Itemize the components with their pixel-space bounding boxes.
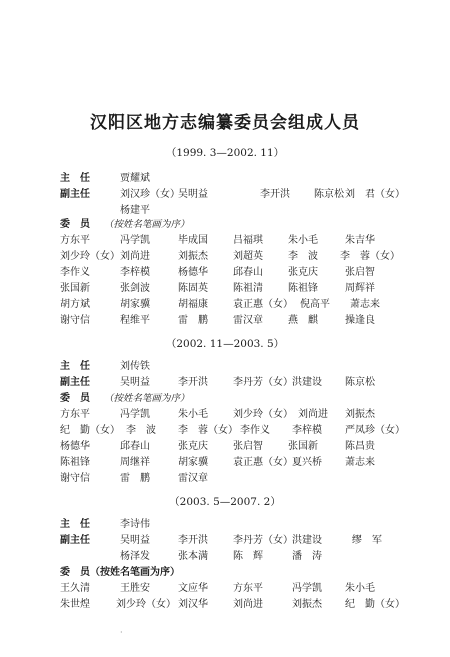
member-name: 毕成国	[178, 235, 208, 246]
member-name: 李作义	[60, 267, 90, 278]
role-label: 委 员	[60, 219, 90, 230]
member-name: 方东平	[60, 409, 90, 420]
member-name: 雷 鹏	[178, 315, 208, 326]
member-name: 李丹芳（女）	[233, 535, 293, 546]
member-name: 萧志来	[345, 457, 375, 468]
period-heading: （2002. 11—2003. 5）	[165, 338, 285, 350]
member-name: 袁正惠（女）	[233, 299, 293, 310]
member-name: 洪建设	[292, 377, 322, 388]
member-name: 李梓模	[292, 425, 322, 436]
member-name: 刘少玲（女）	[60, 251, 120, 262]
member-name: 周辉祥	[345, 283, 375, 294]
member-name: 刘少玲（女）	[116, 599, 176, 610]
member-name: 李 蓉（女）	[178, 425, 238, 436]
order-note: （按姓名笔画为序）	[104, 219, 190, 230]
member-name: 张国新	[288, 441, 318, 452]
member-name: 陈祖锋	[288, 283, 318, 294]
member-name: 王胜安	[120, 583, 150, 594]
member-name: 胡家骥	[120, 299, 150, 310]
role-label: 主 任	[60, 173, 90, 184]
member-name: 李 蓉（女）	[340, 251, 400, 262]
member-name: 吴明益	[120, 535, 150, 546]
member-name: 张克庆	[288, 267, 318, 278]
member-name: 冯学凯	[120, 235, 150, 246]
member-name: 刘少玲（女）	[233, 409, 293, 420]
member-name: 李开洪	[260, 189, 290, 200]
role-label: 主 任	[60, 519, 90, 530]
member-name: 纪 勤（女）	[60, 425, 120, 436]
member-name: 朱小毛	[345, 583, 375, 594]
member-name: 李诗伟	[120, 519, 150, 530]
member-name: 倪高平	[300, 299, 330, 310]
member-name: 张剑波	[120, 283, 150, 294]
page-title: 汉阳区地方志编纂委员会组成人员	[90, 113, 360, 133]
member-name: 袁正惠（女）	[233, 457, 293, 468]
member-name: 谢守信	[60, 315, 90, 326]
member-name: 李作义	[240, 425, 270, 436]
member-name: 纪 勤（女）	[345, 599, 405, 610]
member-name: 杨泽发	[120, 551, 150, 562]
member-name: 陈 辉	[233, 551, 263, 562]
member-name: 萧志来	[350, 299, 380, 310]
member-name: 邱春山	[120, 441, 150, 452]
member-name: 程维平	[120, 315, 150, 326]
member-name: 李 波	[126, 425, 156, 436]
member-name: 张启智	[233, 441, 263, 452]
member-name: 李梓模	[120, 267, 150, 278]
member-name: 刘尚进	[233, 599, 263, 610]
member-name: 吕福琪	[233, 235, 263, 246]
member-name: 朱小毛	[178, 409, 208, 420]
member-name: 陈昌贵	[345, 441, 375, 452]
member-name: 雷 鹏	[120, 473, 150, 484]
member-name: 夏兴桥	[292, 457, 322, 468]
member-name: 朱小毛	[288, 235, 318, 246]
member-name: 张国新	[60, 283, 90, 294]
member-name: 冯学凯	[120, 409, 150, 420]
member-name: 杨德华	[178, 267, 208, 278]
member-name: 刘传铁	[120, 361, 150, 372]
member-name: 燕 麒	[288, 315, 318, 326]
period-heading: （1999. 3—2002. 11）	[165, 147, 285, 159]
member-name: 杨德华	[60, 441, 90, 452]
role-label: 副主任	[60, 535, 90, 546]
member-name: 缪 军	[352, 535, 382, 546]
page-mark: ·	[120, 628, 123, 637]
member-name: 方东平	[233, 583, 263, 594]
member-name: 李开洪	[178, 377, 208, 388]
member-name: 陈京松	[314, 189, 344, 200]
member-name: 刘振杰	[345, 409, 375, 420]
member-name: 胡福康	[178, 299, 208, 310]
member-name: 刘 君（女）	[345, 189, 405, 200]
member-name: 贾耀斌	[120, 173, 150, 184]
member-name: 吴明益	[178, 189, 208, 200]
period-heading: （2003. 5—2007. 2）	[169, 496, 281, 508]
role-label: 委 员	[60, 393, 90, 404]
member-name: 吴明益	[120, 377, 150, 388]
role-label: 委 员（按姓名笔画为序）	[60, 567, 180, 578]
member-name: 陈祖清	[233, 283, 263, 294]
order-note: （按姓名笔画为序）	[104, 393, 190, 404]
member-name: 张启智	[345, 267, 375, 278]
member-name: 谢守信	[60, 473, 90, 484]
member-name: 李 波	[288, 251, 318, 262]
member-name: 冯学凯	[292, 583, 322, 594]
member-name: 刘振杰	[178, 251, 208, 262]
role-label: 主 任	[60, 361, 90, 372]
member-name: 刘超英	[233, 251, 263, 262]
member-name: 洪建设	[292, 535, 322, 546]
member-name: 刘尚进	[120, 251, 150, 262]
member-name: 刘振杰	[292, 599, 322, 610]
member-name: 方东平	[60, 235, 90, 246]
member-name: 刘汉华	[178, 599, 208, 610]
member-name: 刘汉珍（女）	[120, 189, 180, 200]
member-name: 潘 涛	[292, 551, 322, 562]
member-name: 李丹芳（女）	[233, 377, 293, 388]
member-name: 朱吉华	[345, 235, 375, 246]
role-label: 副主任	[60, 189, 90, 200]
member-name: 严凤珍（女）	[345, 425, 405, 436]
member-name: 张本满	[178, 551, 208, 562]
member-name: 陈固英	[178, 283, 208, 294]
member-name: 陈京松	[345, 377, 375, 388]
member-name: 朱世煌	[60, 599, 90, 610]
member-name: 周继祥	[120, 457, 150, 468]
role-label: 副主任	[60, 377, 90, 388]
member-name: 王久清	[60, 583, 90, 594]
member-name: 陈祖锋	[60, 457, 90, 468]
member-name: 文应华	[178, 583, 208, 594]
member-name: 胡家骥	[178, 457, 208, 468]
member-name: 操逢良	[345, 315, 375, 326]
member-name: 胡方斌	[60, 299, 90, 310]
member-name: 刘尚进	[298, 409, 328, 420]
member-name: 张克庆	[178, 441, 208, 452]
member-name: 雷汉章	[178, 473, 208, 484]
member-name: 雷汉章	[233, 315, 263, 326]
member-name: 李开洪	[178, 535, 208, 546]
member-name: 杨建平	[120, 205, 150, 216]
member-name: 邱春山	[233, 267, 263, 278]
